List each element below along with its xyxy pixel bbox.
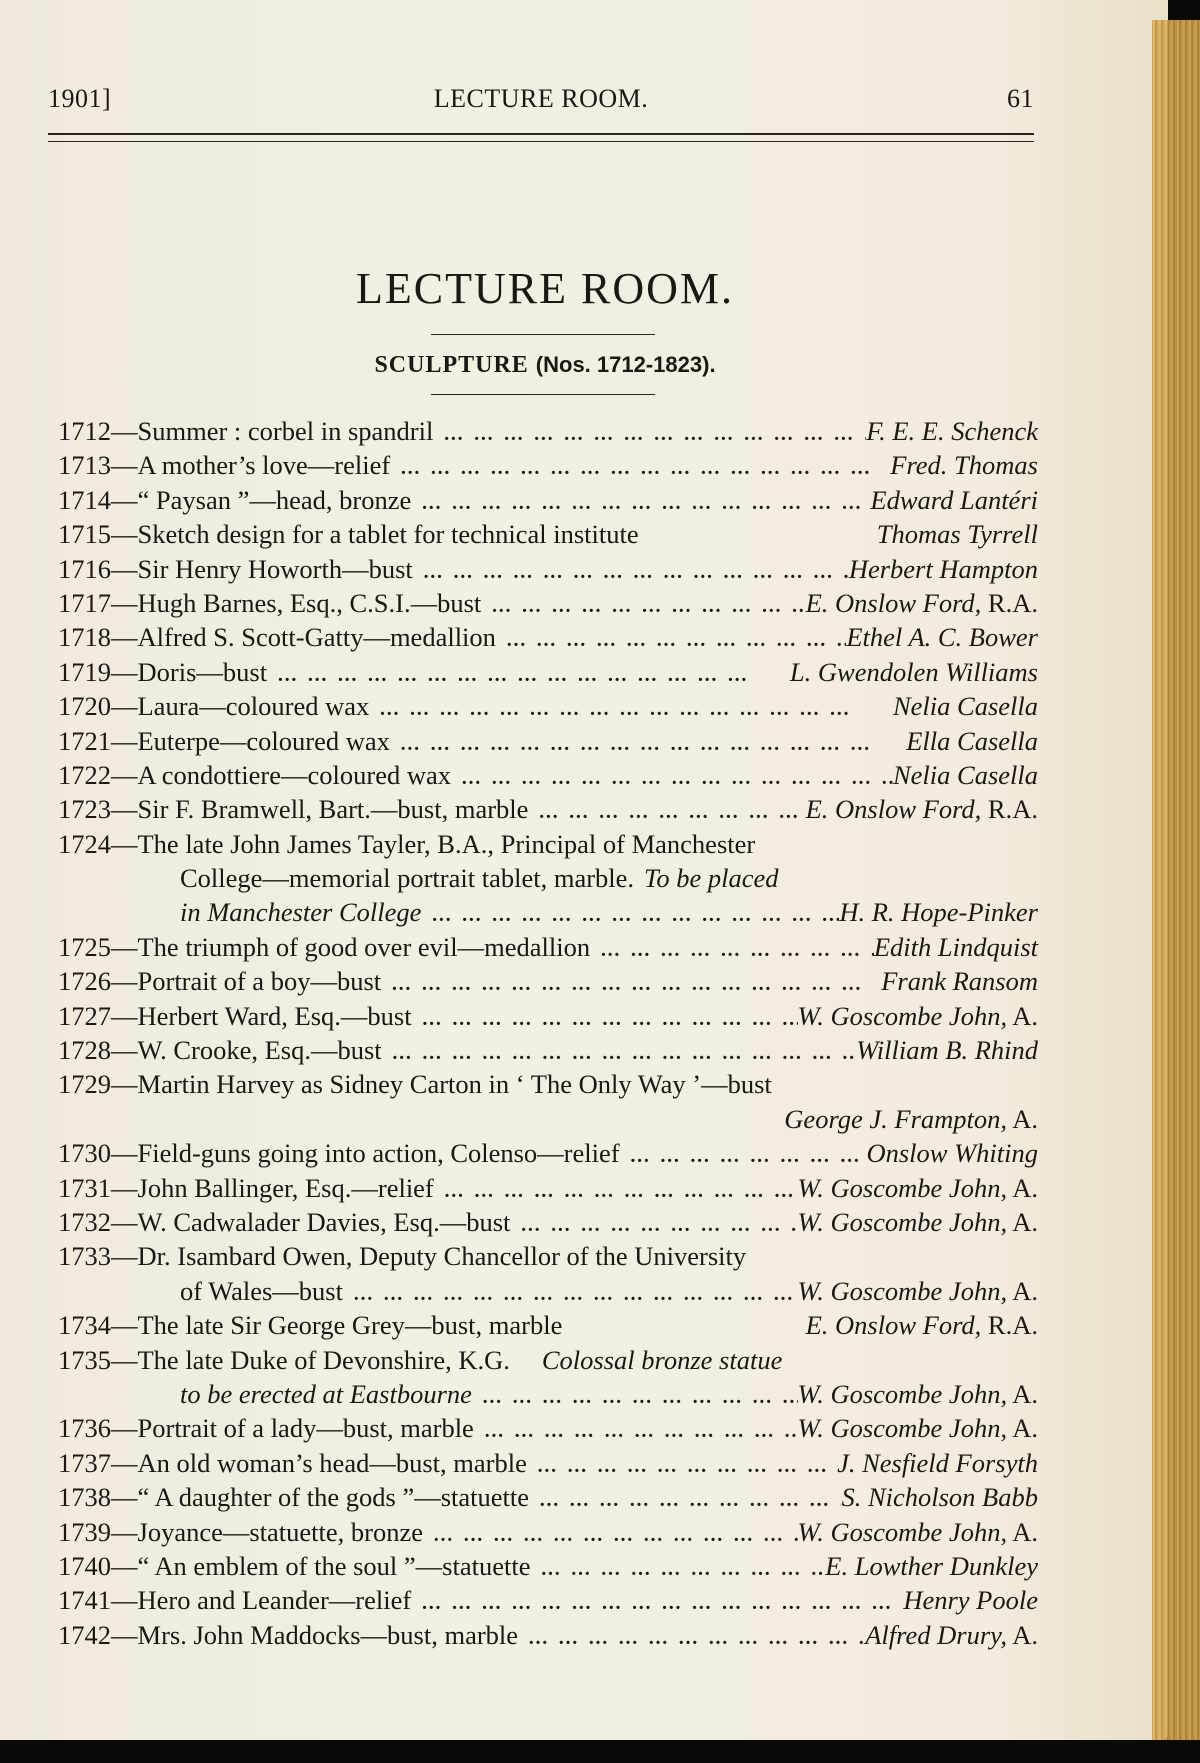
entry-artist: Henry Poole bbox=[903, 1585, 1038, 1616]
entry-description: An old woman’s head—bust, marble bbox=[137, 1447, 527, 1478]
entry-description-continued: of Wales—bust bbox=[180, 1275, 343, 1306]
entry-honor: R.A. bbox=[981, 587, 1038, 618]
entry-number: 1722— bbox=[58, 759, 138, 790]
entry-artist: Nelia Casella bbox=[892, 691, 1038, 722]
entry-number: 1733— bbox=[58, 1241, 138, 1272]
leader-dots bbox=[412, 1002, 798, 1036]
entry-artist: Edith Lindquist bbox=[873, 931, 1038, 962]
entry-description: Hugh Barnes, Esq., C.S.I.—bust bbox=[137, 587, 482, 618]
leader-dots bbox=[481, 589, 805, 623]
entry-description: Field-guns going into action, Colenso—relief bbox=[137, 1138, 620, 1169]
entry-1734 bbox=[58, 1308, 1038, 1342]
entry-number: 1720— bbox=[58, 691, 138, 722]
entry-number: 1732— bbox=[58, 1206, 138, 1237]
entry-1742 bbox=[58, 1618, 1038, 1652]
entry-number: 1724— bbox=[58, 828, 138, 859]
leader-dots bbox=[267, 658, 790, 692]
entry-description: Sir Henry Howorth—bust bbox=[137, 553, 413, 584]
leader-dots bbox=[413, 555, 849, 589]
entry-description: Euterpe—coloured wax bbox=[137, 725, 390, 756]
entry-artist: Thomas Tyrrell bbox=[876, 519, 1038, 550]
leader-dots bbox=[518, 1621, 865, 1655]
leader-dots bbox=[369, 692, 893, 726]
entry-description: Joyance—statuette, bronze bbox=[137, 1516, 423, 1547]
leader-dots bbox=[620, 1139, 867, 1173]
entry-1720 bbox=[58, 689, 1038, 723]
entry-description: “ Paysan ”—head, bronze bbox=[137, 484, 412, 515]
leader-dots bbox=[530, 1552, 825, 1586]
entry-1739 bbox=[58, 1515, 1038, 1549]
entry-1735-continuation bbox=[58, 1377, 1038, 1411]
entry-honor: R.A. bbox=[981, 794, 1038, 825]
leader-dots bbox=[411, 486, 870, 520]
section-label: SCULPTURE bbox=[374, 352, 529, 378]
entry-1730 bbox=[58, 1136, 1038, 1170]
entry-number: 1738— bbox=[58, 1482, 138, 1513]
title-rule bbox=[431, 334, 655, 335]
entry-number: 1730— bbox=[58, 1138, 138, 1169]
leader-dots bbox=[382, 1036, 857, 1070]
running-title: LECTURE ROOM. bbox=[433, 84, 649, 113]
entry-artist: W. Goscombe John, A. bbox=[797, 1516, 1038, 1547]
entry-number: 1714— bbox=[58, 484, 138, 515]
entry-honor: A. bbox=[1007, 1275, 1038, 1306]
entry-1722 bbox=[58, 758, 1038, 792]
entry-description: Portrait of a lady—bust, marble bbox=[137, 1413, 474, 1444]
entry-1719 bbox=[58, 655, 1038, 689]
entry-description: Martin Harvey as Sidney Carton in ‘ The Only Way ’—bust bbox=[137, 1069, 772, 1100]
entry-number: 1725— bbox=[58, 931, 138, 962]
entry-honor: A. bbox=[1007, 1516, 1038, 1547]
entry-number: 1716— bbox=[58, 553, 138, 584]
entry-1715 bbox=[58, 517, 1038, 551]
entry-description: Portrait of a boy—bust bbox=[137, 966, 382, 997]
entry-description: John Ballinger, Esq.—relief bbox=[137, 1172, 434, 1203]
entry-1729 bbox=[58, 1067, 1038, 1101]
entry-artist: F. E. E. Schenck bbox=[866, 416, 1038, 446]
leader-dots bbox=[590, 933, 874, 967]
entry-description-continued: College—memorial portrait tablet, marble. bbox=[180, 863, 635, 894]
entry-artist: Frank Ransom bbox=[881, 966, 1038, 997]
leader-dots bbox=[528, 795, 805, 829]
entry-artist: Ella Casella bbox=[906, 725, 1038, 756]
entry-1723 bbox=[58, 792, 1038, 826]
entry-artist: Nelia Casella bbox=[892, 759, 1038, 790]
entry-number: 1727— bbox=[58, 1000, 138, 1031]
leader-dots bbox=[529, 1483, 841, 1517]
page-edge bbox=[1152, 20, 1200, 1740]
entry-number: 1719— bbox=[58, 656, 138, 687]
entry-number: 1740— bbox=[58, 1550, 138, 1581]
entry-1729-artist-line bbox=[58, 1102, 1038, 1136]
entry-artist: W. Goscombe John, A. bbox=[797, 1206, 1038, 1237]
entry-description: A condottiere—coloured wax bbox=[137, 759, 451, 790]
entry-number: 1737— bbox=[58, 1447, 138, 1478]
entry-artist: Ethel A. C. Bower bbox=[846, 622, 1038, 653]
entry-artist: H. R. Hope-Pinker bbox=[839, 897, 1038, 928]
entry-honor: A. bbox=[1007, 1000, 1038, 1031]
entry-1713 bbox=[58, 448, 1038, 482]
entry-description: Herbert Ward, Esq.—bust bbox=[137, 1000, 412, 1031]
entry-honor: A. bbox=[1007, 1378, 1038, 1409]
entry-placement: to be erected at Eastbourne bbox=[180, 1378, 472, 1409]
section-subtitle bbox=[0, 352, 1090, 379]
entry-description: W. Crooke, Esq.—bust bbox=[137, 1035, 382, 1066]
leader-dots bbox=[496, 623, 846, 657]
entry-number: 1729— bbox=[58, 1069, 138, 1100]
entry-1724 bbox=[58, 827, 1038, 861]
entry-description: Hero and Leander—relief bbox=[137, 1585, 412, 1616]
leader-dots bbox=[390, 451, 890, 485]
leader-dots bbox=[474, 1414, 798, 1448]
running-head bbox=[48, 84, 1034, 124]
entry-artist: Edward Lantéri bbox=[870, 484, 1038, 515]
entry-number: 1717— bbox=[58, 587, 138, 618]
entry-number: 1715— bbox=[58, 519, 138, 550]
entry-artist: E. Onslow Ford, R.A. bbox=[805, 794, 1038, 825]
entry-1741 bbox=[58, 1583, 1038, 1617]
entry-artist: S. Nicholson Babb bbox=[841, 1482, 1038, 1513]
entry-number: 1712— bbox=[58, 416, 138, 446]
page-number: 61 bbox=[1007, 84, 1034, 113]
leader-dots bbox=[343, 1277, 798, 1311]
running-head-year: 1901] bbox=[48, 84, 112, 113]
entry-honor: A. bbox=[1007, 1103, 1038, 1134]
entry-1737 bbox=[58, 1446, 1038, 1480]
entry-description: Sketch design for a tablet for technical institute bbox=[137, 519, 639, 550]
entry-honor: A. bbox=[1007, 1172, 1038, 1203]
entry-number: 1741— bbox=[58, 1585, 138, 1616]
entry-artist: Herbert Hampton bbox=[848, 553, 1038, 584]
entry-honor: A. bbox=[1007, 1413, 1038, 1444]
leader-dots bbox=[451, 761, 893, 795]
entry-description: The late Duke of Devonshire, K.G. bbox=[137, 1344, 510, 1375]
entry-description: Mrs. John Maddocks—bust, marble bbox=[137, 1619, 519, 1650]
entry-artist: W. Goscombe John, A. bbox=[797, 1413, 1038, 1444]
entry-1716 bbox=[58, 552, 1038, 586]
entry-1724-line3 bbox=[58, 895, 1038, 929]
entry-1727 bbox=[58, 999, 1038, 1033]
entry-placement: in Manchester College bbox=[180, 897, 422, 928]
entry-artist: Fred. Thomas bbox=[890, 450, 1038, 481]
entry-description: The triumph of good over evil—medallion bbox=[137, 931, 591, 962]
header-rule bbox=[48, 133, 1034, 142]
leader-dots bbox=[381, 967, 881, 1001]
entry-description: A mother’s love—relief bbox=[137, 450, 391, 481]
entry-1735 bbox=[58, 1343, 1038, 1377]
entry-artist: William B. Rhind bbox=[856, 1035, 1038, 1066]
leader-dots bbox=[421, 898, 839, 932]
entry-artist: W. Goscombe John, A. bbox=[797, 1000, 1038, 1031]
entry-1724-continuation bbox=[58, 861, 1038, 895]
entry-description: Alfred S. Scott-Gatty—medallion bbox=[137, 622, 496, 653]
entry-number: 1736— bbox=[58, 1413, 138, 1444]
entry-description: Sir F. Bramwell, Bart.—bust, marble bbox=[137, 794, 529, 825]
entry-1726 bbox=[58, 964, 1038, 998]
entry-1717 bbox=[58, 586, 1038, 620]
entry-1738 bbox=[58, 1480, 1038, 1514]
entry-description: W. Cadwalader Davies, Esq.—bust bbox=[137, 1206, 511, 1237]
entry-artist: Onslow Whiting bbox=[866, 1138, 1038, 1169]
subtitle-rule bbox=[431, 394, 655, 395]
entry-number: 1726— bbox=[58, 966, 138, 997]
entry-number: 1735— bbox=[58, 1344, 138, 1375]
entry-1712 bbox=[58, 414, 1038, 448]
entry-number: 1728— bbox=[58, 1035, 138, 1066]
entry-note: To be placed bbox=[644, 863, 779, 894]
entry-description: Doris—bust bbox=[137, 656, 268, 687]
entry-description: Summer : corbel in spandril bbox=[137, 416, 434, 446]
entry-1728 bbox=[58, 1033, 1038, 1067]
entry-description: Dr. Isambard Owen, Deputy Chancellor of the University bbox=[137, 1241, 747, 1272]
entry-artist: L. Gwendolen Williams bbox=[789, 656, 1038, 687]
entry-description: “ A daughter of the gods ”—statuette bbox=[137, 1482, 530, 1513]
entry-1740 bbox=[58, 1549, 1038, 1583]
entry-honor: A. bbox=[1007, 1619, 1038, 1650]
entry-artist: E. Lowther Dunkley bbox=[825, 1550, 1038, 1581]
entry-artist: W. Goscombe John, A. bbox=[797, 1378, 1038, 1409]
section-range: (Nos. 1712-1823). bbox=[535, 352, 716, 377]
entry-description: The late John James Tayler, B.A., Principal of Manchester bbox=[137, 828, 756, 859]
entry-number: 1723— bbox=[58, 794, 138, 825]
leader-dots bbox=[527, 1449, 837, 1483]
entry-1733-continuation bbox=[58, 1274, 1038, 1308]
entry-number: 1734— bbox=[58, 1310, 138, 1341]
entry-number: 1718— bbox=[58, 622, 138, 653]
entry-number: 1721— bbox=[58, 725, 138, 756]
entry-artist: E. Onslow Ford, R.A. bbox=[805, 587, 1038, 618]
entry-artist: W. Goscombe John, A. bbox=[797, 1275, 1038, 1306]
entry-description: “ An emblem of the soul ”—statuette bbox=[137, 1550, 531, 1581]
page-title: LECTURE ROOM. bbox=[356, 264, 734, 313]
leader-dots bbox=[390, 727, 906, 761]
entry-1721 bbox=[58, 724, 1038, 758]
entry-note: Colossal bronze statue bbox=[541, 1344, 783, 1375]
entry-honor: R.A. bbox=[981, 1310, 1038, 1341]
entry-number: 1713— bbox=[58, 450, 138, 481]
leader-dots bbox=[423, 1518, 798, 1552]
sculpture-list bbox=[58, 414, 1038, 1652]
entry-1736 bbox=[58, 1411, 1038, 1445]
leader-dots bbox=[411, 1586, 903, 1620]
entry-artist: Alfred Drury, A. bbox=[865, 1619, 1038, 1650]
entry-description: The late Sir George Grey—bust, marble bbox=[137, 1310, 563, 1341]
entry-number: 1731— bbox=[58, 1172, 138, 1203]
entry-1733 bbox=[58, 1239, 1038, 1273]
entry-1725 bbox=[58, 930, 1038, 964]
entry-1732 bbox=[58, 1205, 1038, 1239]
entry-artist: George J. Frampton, A. bbox=[784, 1103, 1038, 1134]
entry-artist: E. Onslow Ford, R.A. bbox=[805, 1310, 1038, 1341]
entry-1714 bbox=[58, 483, 1038, 517]
leader-dots bbox=[510, 1208, 797, 1242]
leader-dots bbox=[472, 1380, 798, 1414]
entry-1718 bbox=[58, 620, 1038, 654]
entry-1731 bbox=[58, 1171, 1038, 1205]
entry-number: 1739— bbox=[58, 1516, 138, 1547]
entry-artist: J. Nesfield Forsyth bbox=[837, 1447, 1038, 1478]
entry-number: 1742— bbox=[58, 1619, 138, 1650]
entry-description: Laura—coloured wax bbox=[137, 691, 370, 722]
entry-honor: A. bbox=[1007, 1206, 1038, 1237]
entry-artist: W. Goscombe John, A. bbox=[797, 1172, 1038, 1203]
leader-dots bbox=[434, 1174, 798, 1208]
leader-dots bbox=[433, 417, 866, 451]
